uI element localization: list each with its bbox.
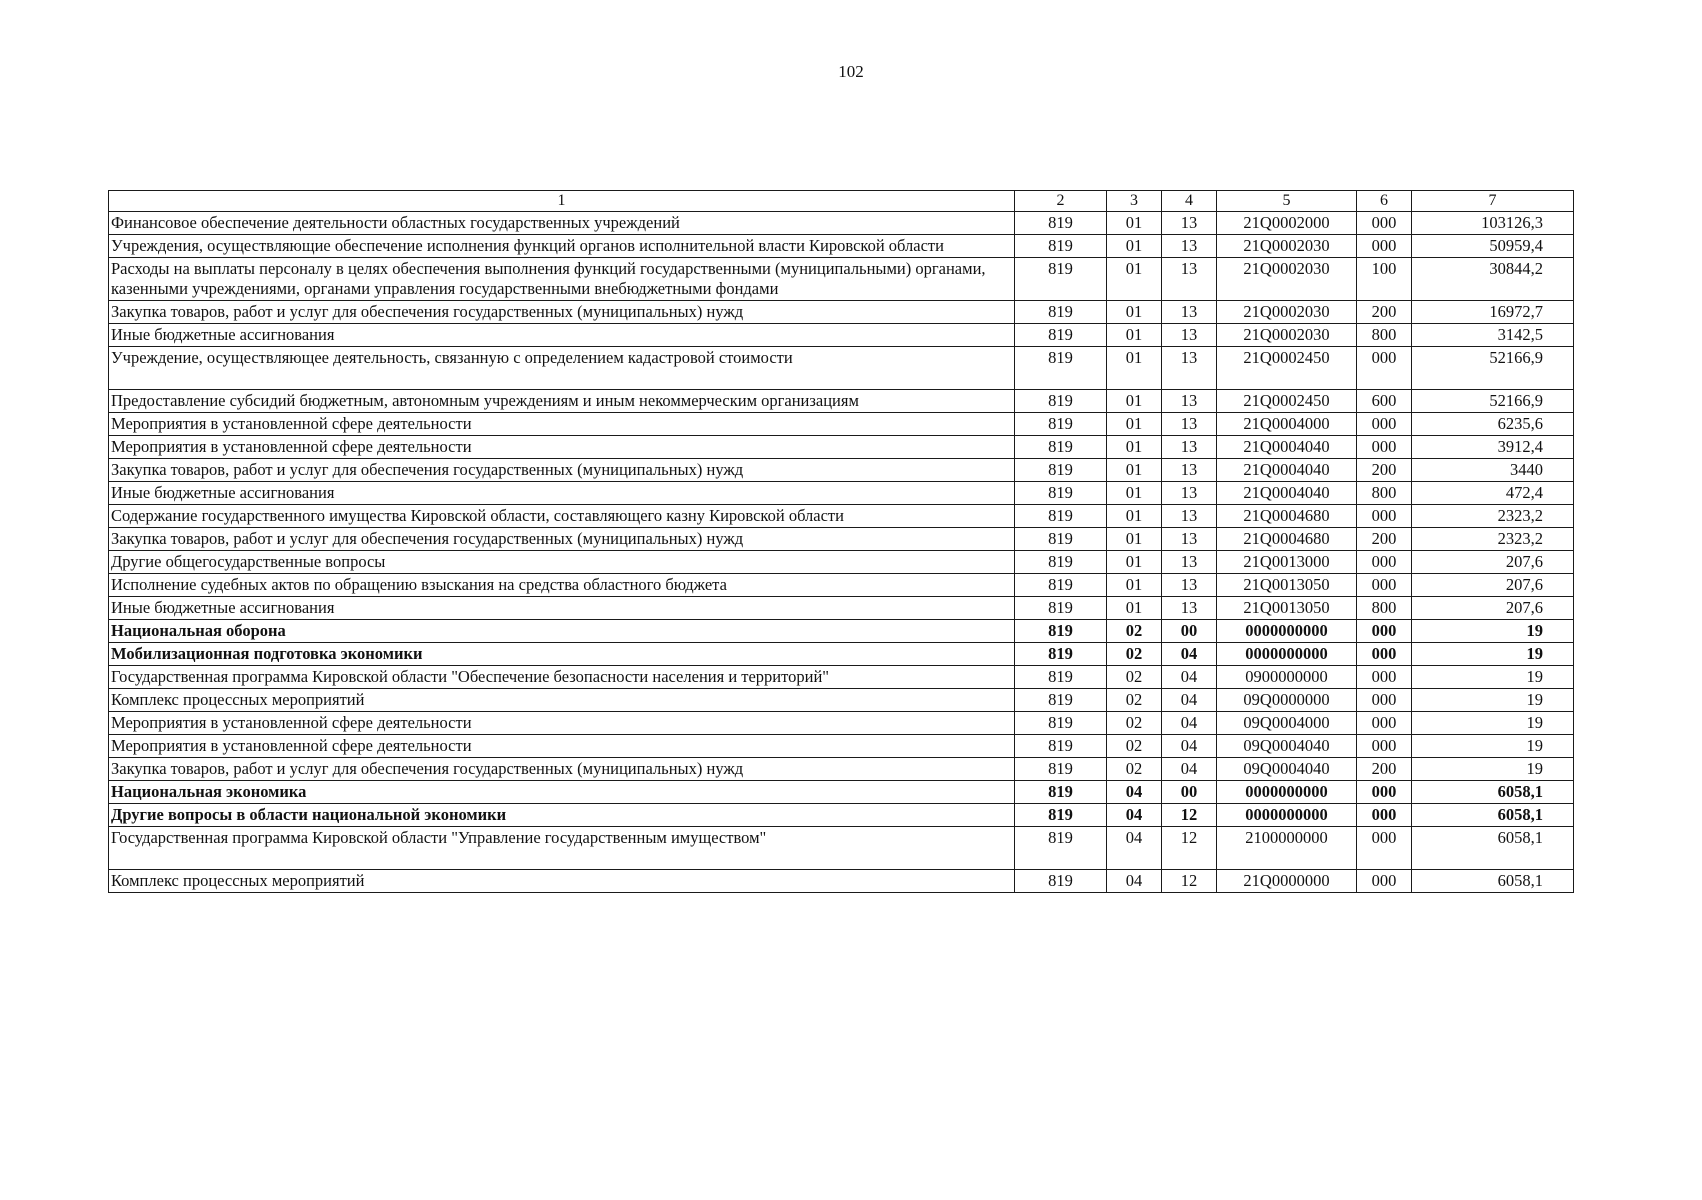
table-row: [109, 620, 1574, 643]
expense-type-cell: 000: [1357, 505, 1412, 528]
section-code-cell: 01: [1107, 301, 1162, 324]
table-row: [109, 301, 1574, 324]
subsection-code-cell: 13: [1162, 347, 1217, 390]
section-code-cell: 02: [1107, 758, 1162, 781]
admin-code-cell: 819: [1015, 781, 1107, 804]
subsection-code-cell: 04: [1162, 712, 1217, 735]
admin-code-cell: 819: [1015, 528, 1107, 551]
expense-type-cell: 000: [1357, 413, 1412, 436]
target-article-cell: 21Q0004040: [1217, 459, 1357, 482]
table-row: [109, 666, 1574, 689]
admin-code-cell: 819: [1015, 258, 1107, 301]
amount-cell: 103126,3: [1412, 212, 1574, 235]
amount-cell: 472,4: [1412, 482, 1574, 505]
target-article-cell: 21Q0002030: [1217, 258, 1357, 301]
row-name-cell: Другие общегосударственные вопросы: [109, 551, 1015, 574]
target-article-cell: 21Q0002030: [1217, 324, 1357, 347]
amount-cell: 6058,1: [1412, 804, 1574, 827]
admin-code-cell: 819: [1015, 643, 1107, 666]
row-name-cell: Национальная оборона: [109, 620, 1015, 643]
subsection-code-cell: 13: [1162, 459, 1217, 482]
subsection-code-cell: 13: [1162, 482, 1217, 505]
expense-type-cell: 000: [1357, 689, 1412, 712]
expense-type-cell: 000: [1357, 870, 1412, 893]
row-name-cell: Закупка товаров, работ и услуг для обеспечения государственных (муниципальных) нужд: [109, 459, 1015, 482]
table-row: [109, 347, 1574, 390]
expense-type-cell: 000: [1357, 212, 1412, 235]
row-name-cell: Исполнение судебных актов по обращению взыскания на средства областного бюджета: [109, 574, 1015, 597]
row-name-cell: Мероприятия в установленной сфере деятельности: [109, 735, 1015, 758]
admin-code-cell: 819: [1015, 827, 1107, 870]
subsection-code-cell: 13: [1162, 235, 1217, 258]
subsection-code-cell: 00: [1162, 781, 1217, 804]
expense-type-cell: 000: [1357, 347, 1412, 390]
amount-cell: 3440: [1412, 459, 1574, 482]
table-row: [109, 574, 1574, 597]
row-name-cell: Другие вопросы в области национальной экономики: [109, 804, 1015, 827]
table-row: [109, 482, 1574, 505]
amount-cell: 207,6: [1412, 597, 1574, 620]
expense-type-cell: 000: [1357, 666, 1412, 689]
amount-cell: 19: [1412, 666, 1574, 689]
table-row: [109, 324, 1574, 347]
table-row: [109, 413, 1574, 436]
table-row: [109, 505, 1574, 528]
target-article-cell: 21Q0004040: [1217, 436, 1357, 459]
table-row: [109, 235, 1574, 258]
target-article-cell: 21Q0002030: [1217, 235, 1357, 258]
target-article-cell: 0900000000: [1217, 666, 1357, 689]
section-code-cell: 01: [1107, 551, 1162, 574]
table-row: [109, 643, 1574, 666]
subsection-code-cell: 13: [1162, 436, 1217, 459]
column-header: 7: [1412, 191, 1574, 212]
section-code-cell: 02: [1107, 712, 1162, 735]
target-article-cell: 09Q0000000: [1217, 689, 1357, 712]
row-name-cell: Национальная экономика: [109, 781, 1015, 804]
amount-cell: 19: [1412, 712, 1574, 735]
row-name-cell: Иные бюджетные ассигнования: [109, 597, 1015, 620]
amount-cell: 2323,2: [1412, 528, 1574, 551]
section-code-cell: 01: [1107, 390, 1162, 413]
table-body: [109, 212, 1574, 893]
table-row: [109, 436, 1574, 459]
row-name-cell: Мероприятия в установленной сфере деятельности: [109, 436, 1015, 459]
admin-code-cell: 819: [1015, 413, 1107, 436]
expense-type-cell: 000: [1357, 781, 1412, 804]
row-name-cell: Мероприятия в установленной сфере деятельности: [109, 413, 1015, 436]
subsection-code-cell: 13: [1162, 528, 1217, 551]
row-name-cell: Закупка товаров, работ и услуг для обеспечения государственных (муниципальных) нужд: [109, 528, 1015, 551]
amount-cell: 19: [1412, 758, 1574, 781]
column-header: 1: [109, 191, 1015, 212]
expense-type-cell: 200: [1357, 301, 1412, 324]
target-article-cell: 2100000000: [1217, 827, 1357, 870]
section-code-cell: 01: [1107, 528, 1162, 551]
table-row: [109, 390, 1574, 413]
target-article-cell: 21Q0000000: [1217, 870, 1357, 893]
table-row: [109, 781, 1574, 804]
column-header: 4: [1162, 191, 1217, 212]
admin-code-cell: 819: [1015, 482, 1107, 505]
amount-cell: 207,6: [1412, 551, 1574, 574]
target-article-cell: 21Q0013000: [1217, 551, 1357, 574]
expense-type-cell: 100: [1357, 258, 1412, 301]
row-name-cell: Мобилизационная подготовка экономики: [109, 643, 1015, 666]
table-row: [109, 827, 1574, 870]
amount-cell: 16972,7: [1412, 301, 1574, 324]
subsection-code-cell: 04: [1162, 643, 1217, 666]
table-row: [109, 551, 1574, 574]
row-name-cell: Предоставление субсидий бюджетным, автономным учреждениям и иным некоммерческим организациям: [109, 390, 1015, 413]
admin-code-cell: 819: [1015, 301, 1107, 324]
target-article-cell: 21Q0004000: [1217, 413, 1357, 436]
row-name-cell: Государственная программа Кировской области "Обеспечение безопасности населения и территорий": [109, 666, 1015, 689]
target-article-cell: 0000000000: [1217, 620, 1357, 643]
target-article-cell: 0000000000: [1217, 781, 1357, 804]
subsection-code-cell: 13: [1162, 551, 1217, 574]
amount-cell: 19: [1412, 643, 1574, 666]
amount-cell: 3912,4: [1412, 436, 1574, 459]
admin-code-cell: 819: [1015, 597, 1107, 620]
expense-type-cell: 000: [1357, 827, 1412, 870]
target-article-cell: 21Q0004680: [1217, 528, 1357, 551]
section-code-cell: 01: [1107, 258, 1162, 301]
admin-code-cell: 819: [1015, 620, 1107, 643]
subsection-code-cell: 13: [1162, 212, 1217, 235]
expense-type-cell: 600: [1357, 390, 1412, 413]
amount-cell: 3142,5: [1412, 324, 1574, 347]
column-header: 5: [1217, 191, 1357, 212]
subsection-code-cell: 13: [1162, 574, 1217, 597]
expense-type-cell: 000: [1357, 235, 1412, 258]
row-name-cell: Содержание государственного имущества Кировской области, составляющего казну Кировской области: [109, 505, 1015, 528]
section-code-cell: 01: [1107, 413, 1162, 436]
page-number: 102: [838, 62, 864, 81]
amount-cell: 6058,1: [1412, 781, 1574, 804]
section-code-cell: 01: [1107, 574, 1162, 597]
subsection-code-cell: 00: [1162, 620, 1217, 643]
admin-code-cell: 819: [1015, 689, 1107, 712]
admin-code-cell: 819: [1015, 436, 1107, 459]
amount-cell: 50959,4: [1412, 235, 1574, 258]
expense-type-cell: 000: [1357, 551, 1412, 574]
expense-type-cell: 000: [1357, 643, 1412, 666]
subsection-code-cell: 13: [1162, 413, 1217, 436]
expense-type-cell: 000: [1357, 735, 1412, 758]
subsection-code-cell: 13: [1162, 324, 1217, 347]
section-code-cell: 01: [1107, 212, 1162, 235]
row-name-cell: Закупка товаров, работ и услуг для обеспечения государственных (муниципальных) нужд: [109, 758, 1015, 781]
section-code-cell: 01: [1107, 597, 1162, 620]
table-row: [109, 597, 1574, 620]
expense-type-cell: 000: [1357, 574, 1412, 597]
table-row: [109, 459, 1574, 482]
subsection-code-cell: 12: [1162, 870, 1217, 893]
admin-code-cell: 819: [1015, 551, 1107, 574]
table-row: [109, 712, 1574, 735]
table-row: [109, 689, 1574, 712]
expense-type-cell: 000: [1357, 804, 1412, 827]
amount-cell: 30844,2: [1412, 258, 1574, 301]
amount-cell: 19: [1412, 620, 1574, 643]
subsection-code-cell: 13: [1162, 301, 1217, 324]
amount-cell: 6058,1: [1412, 870, 1574, 893]
subsection-code-cell: 04: [1162, 666, 1217, 689]
section-code-cell: 04: [1107, 870, 1162, 893]
admin-code-cell: 819: [1015, 347, 1107, 390]
target-article-cell: 0000000000: [1217, 643, 1357, 666]
admin-code-cell: 819: [1015, 574, 1107, 597]
table-row: [109, 758, 1574, 781]
amount-cell: 207,6: [1412, 574, 1574, 597]
budget-table: [108, 190, 1574, 893]
table-header-row: [109, 191, 1574, 212]
row-name-cell: Комплекс процессных мероприятий: [109, 870, 1015, 893]
section-code-cell: 01: [1107, 505, 1162, 528]
row-name-cell: Учреждение, осуществляющее деятельность, связанную с определением кадастровой стоимости: [109, 347, 1015, 390]
expense-type-cell: 200: [1357, 528, 1412, 551]
subsection-code-cell: 13: [1162, 390, 1217, 413]
admin-code-cell: 819: [1015, 212, 1107, 235]
section-code-cell: 01: [1107, 459, 1162, 482]
subsection-code-cell: 12: [1162, 804, 1217, 827]
admin-code-cell: 819: [1015, 390, 1107, 413]
admin-code-cell: 819: [1015, 758, 1107, 781]
section-code-cell: 01: [1107, 235, 1162, 258]
expense-type-cell: 000: [1357, 436, 1412, 459]
admin-code-cell: 819: [1015, 870, 1107, 893]
section-code-cell: 01: [1107, 436, 1162, 459]
admin-code-cell: 819: [1015, 712, 1107, 735]
table-row: [109, 870, 1574, 893]
row-name-cell: Расходы на выплаты персоналу в целях обеспечения выполнения функций государственными (муниципальными) органами, казенными учреждениями, органами управления государственными внебюджетными фондами: [109, 258, 1015, 301]
row-name-cell: Государственная программа Кировской области "Управление государственным имуществом": [109, 827, 1015, 870]
subsection-code-cell: 04: [1162, 758, 1217, 781]
amount-cell: 52166,9: [1412, 390, 1574, 413]
section-code-cell: 02: [1107, 643, 1162, 666]
row-name-cell: Комплекс процессных мероприятий: [109, 689, 1015, 712]
target-article-cell: 21Q0013050: [1217, 597, 1357, 620]
row-name-cell: Учреждения, осуществляющие обеспечение исполнения функций органов исполнительной власти Кировской области: [109, 235, 1015, 258]
target-article-cell: 21Q0013050: [1217, 574, 1357, 597]
section-code-cell: 01: [1107, 324, 1162, 347]
section-code-cell: 04: [1107, 781, 1162, 804]
expense-type-cell: 000: [1357, 620, 1412, 643]
admin-code-cell: 819: [1015, 804, 1107, 827]
expense-type-cell: 800: [1357, 597, 1412, 620]
table-row: [109, 528, 1574, 551]
section-code-cell: 01: [1107, 482, 1162, 505]
admin-code-cell: 819: [1015, 459, 1107, 482]
section-code-cell: 04: [1107, 827, 1162, 870]
table-row: [109, 735, 1574, 758]
target-article-cell: 09Q0004040: [1217, 758, 1357, 781]
row-name-cell: Иные бюджетные ассигнования: [109, 482, 1015, 505]
subsection-code-cell: 12: [1162, 827, 1217, 870]
section-code-cell: 01: [1107, 347, 1162, 390]
table-row: [109, 212, 1574, 235]
row-name-cell: Закупка товаров, работ и услуг для обеспечения государственных (муниципальных) нужд: [109, 301, 1015, 324]
subsection-code-cell: 13: [1162, 505, 1217, 528]
target-article-cell: 09Q0004040: [1217, 735, 1357, 758]
column-header: 2: [1015, 191, 1107, 212]
amount-cell: 52166,9: [1412, 347, 1574, 390]
amount-cell: 19: [1412, 735, 1574, 758]
admin-code-cell: 819: [1015, 324, 1107, 347]
expense-type-cell: 200: [1357, 459, 1412, 482]
row-name-cell: Мероприятия в установленной сфере деятельности: [109, 712, 1015, 735]
amount-cell: 6058,1: [1412, 827, 1574, 870]
target-article-cell: 21Q0002030: [1217, 301, 1357, 324]
section-code-cell: 02: [1107, 735, 1162, 758]
amount-cell: 19: [1412, 689, 1574, 712]
amount-cell: 6235,6: [1412, 413, 1574, 436]
admin-code-cell: 819: [1015, 735, 1107, 758]
section-code-cell: 04: [1107, 804, 1162, 827]
target-article-cell: 21Q0002450: [1217, 390, 1357, 413]
row-name-cell: Иные бюджетные ассигнования: [109, 324, 1015, 347]
admin-code-cell: 819: [1015, 505, 1107, 528]
row-name-cell: Финансовое обеспечение деятельности областных государственных учреждений: [109, 212, 1015, 235]
section-code-cell: 02: [1107, 689, 1162, 712]
subsection-code-cell: 13: [1162, 258, 1217, 301]
target-article-cell: 21Q0002000: [1217, 212, 1357, 235]
target-article-cell: 21Q0004680: [1217, 505, 1357, 528]
expense-type-cell: 800: [1357, 482, 1412, 505]
target-article-cell: 0000000000: [1217, 804, 1357, 827]
target-article-cell: 21Q0002450: [1217, 347, 1357, 390]
admin-code-cell: 819: [1015, 666, 1107, 689]
admin-code-cell: 819: [1015, 235, 1107, 258]
expense-type-cell: 200: [1357, 758, 1412, 781]
table-row: [109, 258, 1574, 301]
column-header: 6: [1357, 191, 1412, 212]
target-article-cell: 09Q0004000: [1217, 712, 1357, 735]
amount-cell: 2323,2: [1412, 505, 1574, 528]
subsection-code-cell: 04: [1162, 689, 1217, 712]
column-header: 3: [1107, 191, 1162, 212]
subsection-code-cell: 13: [1162, 597, 1217, 620]
section-code-cell: 02: [1107, 620, 1162, 643]
section-code-cell: 02: [1107, 666, 1162, 689]
target-article-cell: 21Q0004040: [1217, 482, 1357, 505]
table-row: [109, 804, 1574, 827]
subsection-code-cell: 04: [1162, 735, 1217, 758]
expense-type-cell: 000: [1357, 712, 1412, 735]
expense-type-cell: 800: [1357, 324, 1412, 347]
